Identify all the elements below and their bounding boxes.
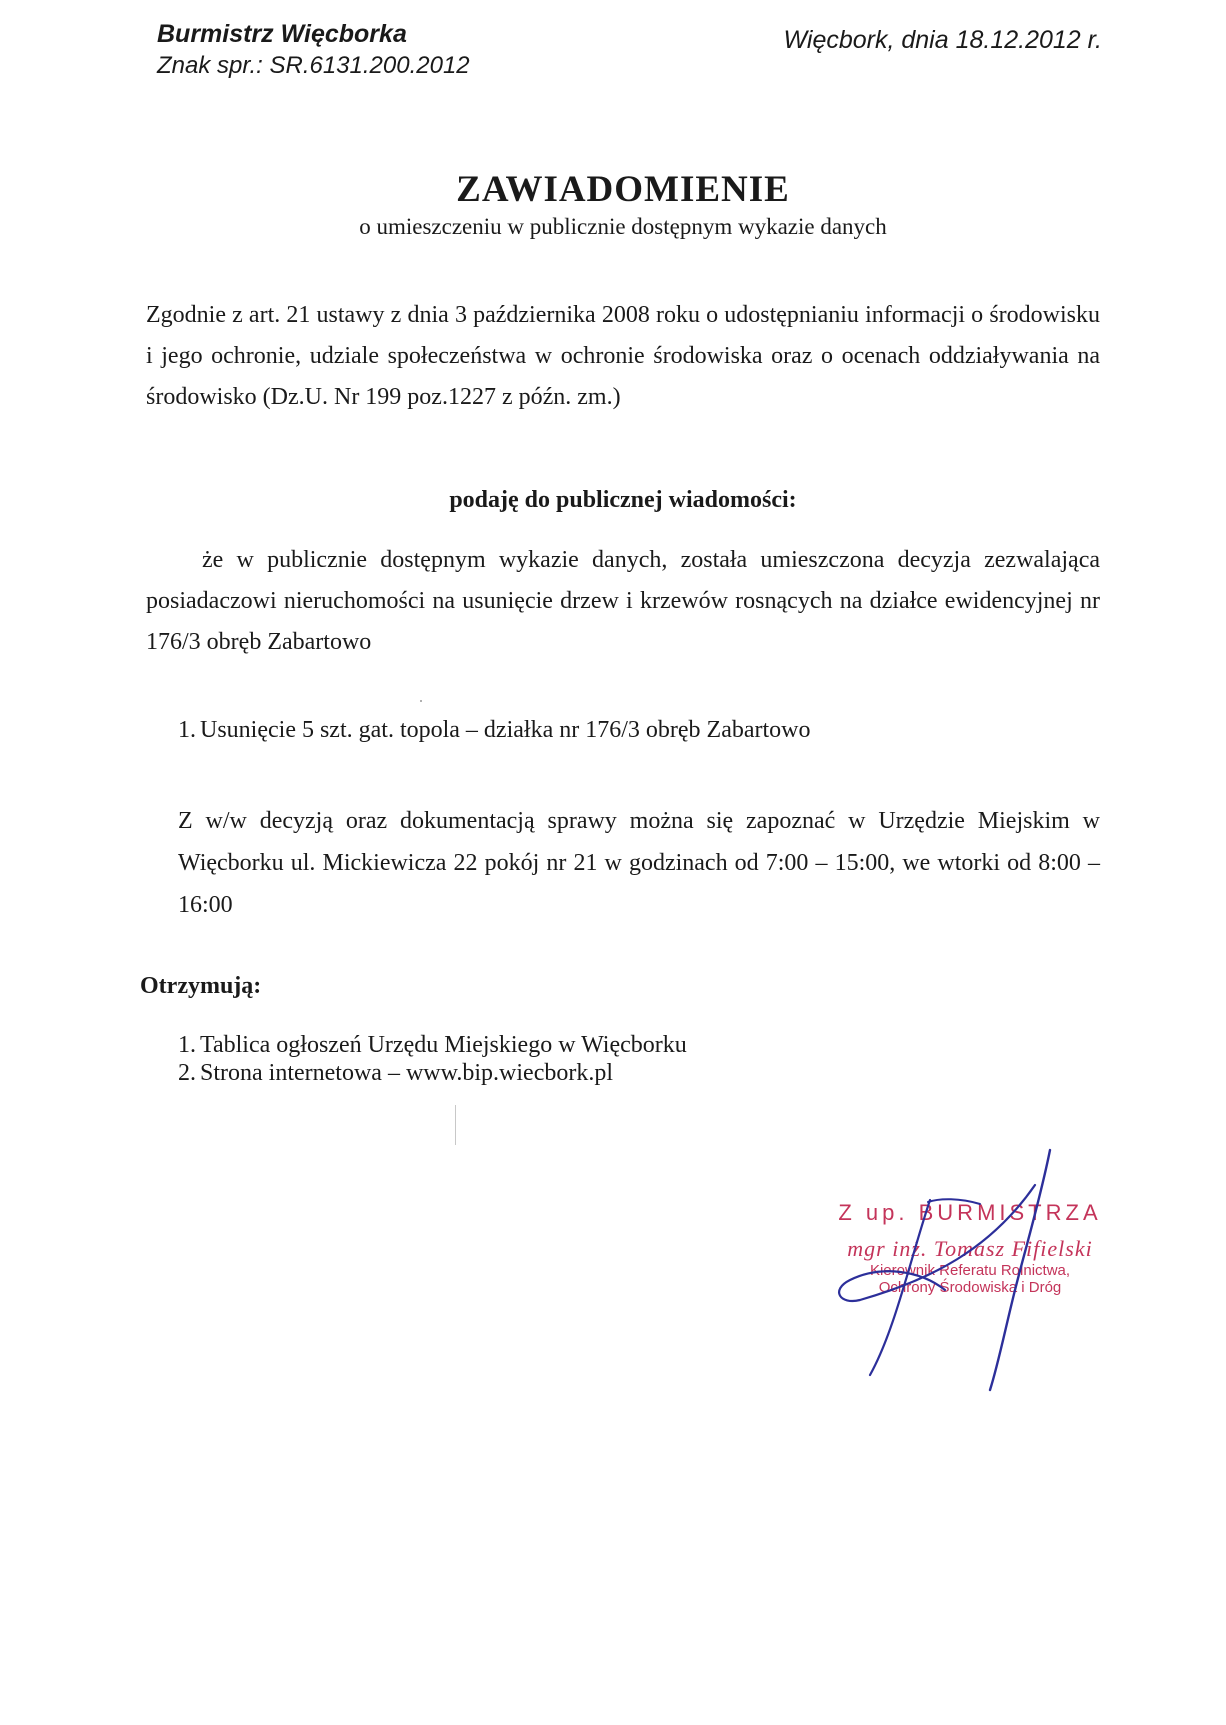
scan-line-mark <box>455 1105 456 1145</box>
stamp-position-line1: Kierownik Referatu Rolnictwa, <box>869 1262 1071 1279</box>
legal-basis-paragraph: Zgodnie z art. 21 ustawy z dnia 3 października 2008 roku o udostępnianiu informacji o środowisku i jego ochronie, udziale społeczeństwa w ochronie środowiska oraz o ocenach oddziaływania na środowisko (Dz.U. Nr 199 poz.1227 z późn. zm.) <box>146 302 1100 410</box>
recipients-list <box>178 1031 687 1087</box>
list-item-number: 1. <box>178 1032 196 1058</box>
document-date: Więcbork, dnia 18.12.2012 r. <box>783 26 1102 54</box>
document-subtitle: o umieszczeniu w publicznie dostępnym wykazie danych <box>359 214 887 239</box>
document-title: ZAWIADOMIENIE <box>456 169 790 210</box>
stamp-heading: Z up. BURMISTRZA <box>838 1200 1102 1225</box>
announcement-heading: podaję do publicznej wiadomości: <box>449 487 797 513</box>
signature-stroke-loop <box>839 1185 1035 1301</box>
list-item-text: Tablica ogłoszeń Urzędu Miejskiego w Więcborku <box>200 1032 687 1058</box>
recipients-heading: Otrzymują: <box>140 973 262 999</box>
signature-stroke-cross <box>928 1199 980 1204</box>
handwritten-signature <box>810 1140 1070 1400</box>
removal-list <box>178 716 811 744</box>
office-name: Burmistrz Więcborka <box>157 20 407 48</box>
stamp-position-line2: Ochrony Środowiska i Dróg <box>878 1279 1062 1296</box>
case-reference: Znak spr.: SR.6131.200.2012 <box>157 52 470 79</box>
list-item-number: 2. <box>178 1060 196 1086</box>
signature-stroke-main <box>990 1150 1050 1390</box>
list-item-number: 1. <box>178 717 196 743</box>
list-item-text: Strona internetowa – www.bip.wiecbork.pl <box>200 1060 614 1086</box>
stamp-name: mgr inż. Tomasz Fifielski <box>847 1236 1093 1261</box>
info-paragraph: Z w/w decyzją oraz dokumentacją sprawy można się zapoznać w Urzędzie Miejskim w Więcborku ul. Mickiewicza 22 pokój nr 21 w godzinach od 7:00 – 15:00, we wtorki od 8:00 – 16:00 <box>178 808 1100 918</box>
scan-speck <box>420 700 422 702</box>
list-item-text: Usunięcie 5 szt. gat. topola – działka nr 176/3 obręb Zabartowo <box>200 717 811 743</box>
list-item <box>178 1059 687 1087</box>
list-item <box>178 1031 687 1059</box>
decision-paragraph: że w publicznie dostępnym wykazie danych, została umieszczona decyzja zezwalająca posiadaczowi nieruchomości na usunięcie drzew i krzewów rosnących na działce ewidencyjnej nr 176/3 obręb Zabartowo <box>146 547 1100 655</box>
list-item <box>178 716 811 744</box>
